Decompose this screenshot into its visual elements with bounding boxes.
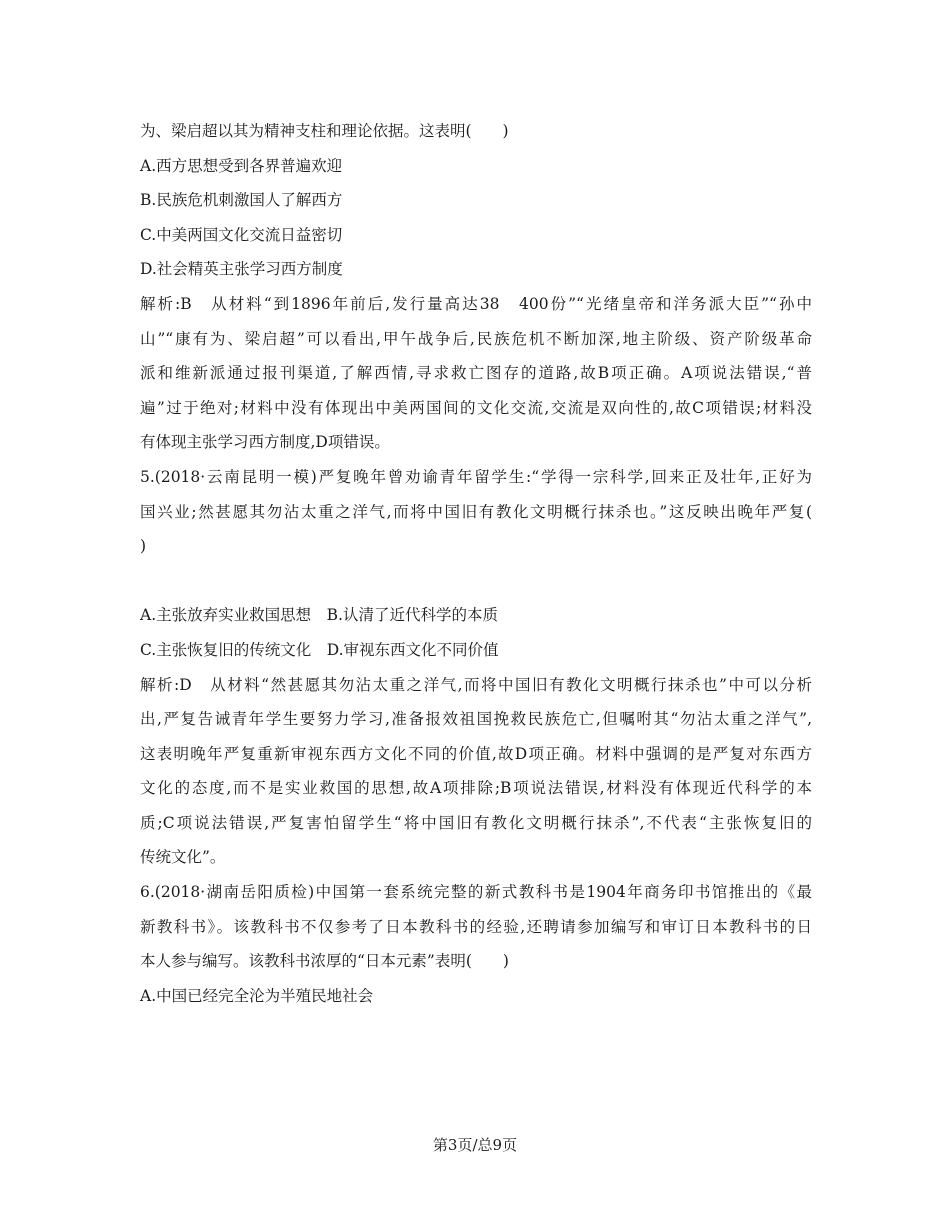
question-6-line: 新教科书》。该教科书不仅参考了日本教科书的经验,还聘请参加编写和审订日本教科书的日 xyxy=(140,917,812,936)
analysis-line: 派和维新派通过报刊渠道,了解西情,寻求救亡图存的道路,故B项正确。A项说法错误,“普 xyxy=(140,364,812,383)
page-number: 第3页/总9页 xyxy=(432,1136,518,1154)
analysis-line: 有体现主张学习西方制度,D项错误。 xyxy=(140,433,390,452)
blank-line xyxy=(140,564,812,599)
analysis-line: 质;C项说法错误,严复害怕留学生“将中国旧有教化文明概行抹杀”,不代表“主张恢复旧的 xyxy=(140,813,812,832)
text-line: 为、梁启超以其为精神支柱和理论依据。这表明( ) xyxy=(140,122,509,140)
option-c: C.中美两国文化交流日益密切 xyxy=(140,225,343,244)
question-6-line: 6.(2018·湖南岳阳质检)中国第一套系统完整的新式教科书是1904年商务印书馆推出的《最 xyxy=(140,883,812,902)
analysis-line: 山”“康有为、梁启超”可以看出,甲午战争后,民族危机不断加深,地主阶级、资产阶级革命 xyxy=(140,329,812,348)
analysis-line: 遍”过于绝对;材料中没有体现出中美两国间的文化交流,交流是双向性的,故C项错误;材料没 xyxy=(140,398,812,417)
options-ab: A.主张放弃实业救国思想 B.认清了近代科学的本质 xyxy=(140,606,498,625)
option-b: B.民族危机刺激国人了解西方 xyxy=(140,191,343,210)
option-a: A.西方思想受到各界普遍欢迎 xyxy=(140,156,343,175)
option-d: D.社会精英主张学习西方制度 xyxy=(140,260,343,279)
analysis-line: 出,严复告诫青年学生要努力学习,准备报效祖国挽救民族危亡,但嘱咐其“勿沾太重之洋气”, xyxy=(140,710,812,729)
analysis-line: 解析:B 从材料“到1896年前后,发行量高达38 400份”“光绪皇帝和洋务派大臣”“孙中 xyxy=(140,294,812,313)
document-body xyxy=(140,114,812,1013)
question-6-line: 本人参与编写。该教科书浓厚的“日本元素”表明( ) xyxy=(140,952,509,971)
analysis-line: 文化的态度,而不是实业救国的思想,故A项排除;B项说法错误,材料没有体现近代科学的本 xyxy=(140,779,812,798)
question-5-line: 国兴业;然甚愿其勿沾太重之洋气,而将中国旧有教化文明概行抹杀也。”这反映出晚年严复( xyxy=(140,502,812,521)
analysis-line: 解析:D 从材料“然甚愿其勿沾太重之洋气,而将中国旧有教化文明概行抹杀也”中可以分析 xyxy=(140,675,812,694)
analysis-line: 传统文化”。 xyxy=(140,848,226,867)
question-5-line: ) xyxy=(140,537,147,556)
options-cd: C.主张恢复旧的传统文化 D.审视东西文化不同价值 xyxy=(140,640,499,659)
question-5-line: 5.(2018·云南昆明一模)严复晚年曾劝谕青年留学生:“学得一宗科学,回来正及壮年,正好为 xyxy=(140,467,812,486)
option-a: A.中国已经完全沦为半殖民地社会 xyxy=(140,986,374,1005)
analysis-line: 这表明晚年严复重新审视东西方文化不同的价值,故D项正确。材料中强调的是严复对东西方 xyxy=(140,744,812,763)
